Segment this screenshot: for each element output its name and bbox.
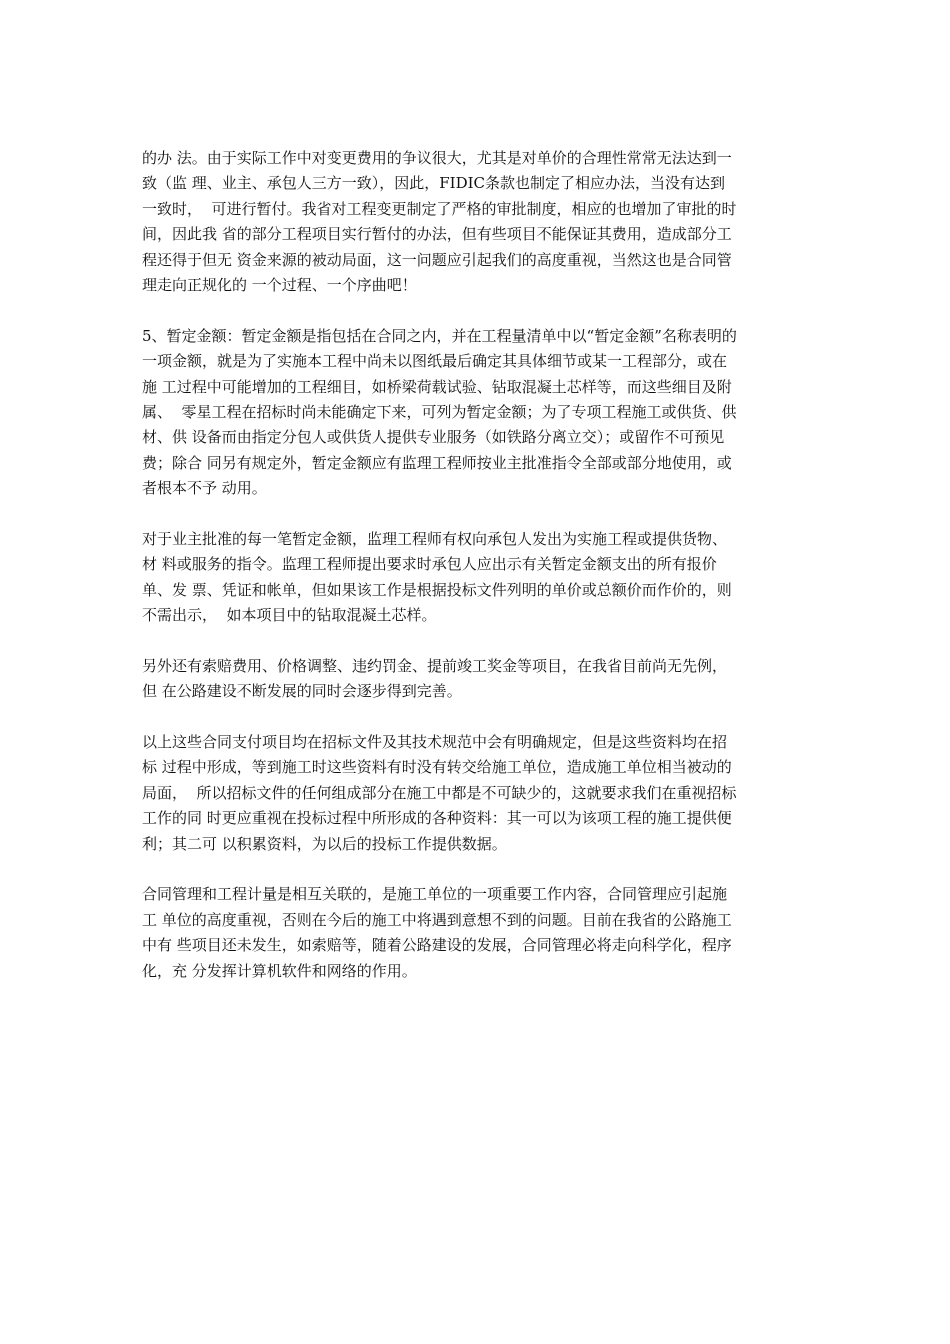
text-line: 理走向正规化的 一个过程、一个序曲吧！	[142, 275, 417, 294]
text-line: 工作的同 时更应重视在投标过程中所形成的各种资料：其一可以为该项工程的施工提供便	[142, 809, 732, 828]
text-line: 局面， 所以招标文件的任何组成部分在施工中都是不可缺少的，这就要求我们在重视招标	[142, 783, 737, 802]
text-line: 材、供 设备而由指定分包人或供货人提供专业服务（如铁路分离立交）；或留作不可预见	[142, 428, 725, 447]
paragraph-contract-management	[142, 882, 817, 984]
text-line: 致（监 理、业主、承包人三方一致），因此，FIDIC条款也制定了相应办法，当没有达到	[142, 174, 726, 193]
paragraph-provisional-sum	[142, 324, 817, 502]
text-line: 一致时， 可进行暂付。我省对工程变更制定了严格的审批制度，相应的也增加了审批的时	[142, 199, 737, 218]
paragraph-tender-documents	[142, 730, 817, 857]
text-line: 对于业主批准的每一笔暂定金额，监理工程师有权向承包人发出为实施工程或提供货物、	[142, 529, 728, 548]
text-line: 施 工过程中可能增加的工程细目，如桥梁荷载试验、钻取混凝土芯样等，而这些细目及附	[142, 377, 732, 396]
paragraph-other-items	[142, 654, 817, 705]
text-line: 化，充 分发挥计算机软件和网络的作用。	[142, 961, 417, 980]
text-line: 的办 法。由于实际工作中对变更费用的争议很大，尤其是对单价的合理性常常无法达到一	[142, 149, 732, 167]
text-line: 5、暂定金额：暂定金额是指包括在合同之内，并在工程量清单中以“暂定金额”名称表明的	[142, 326, 737, 345]
text-line: 合同管理和工程计量是相互关联的，是施工单位的一项重要工作内容，合同管理应引起施	[142, 885, 728, 904]
text-line: 间，因此我 省的部分工程项目实行暂付的办法，但有些项目不能保证其费用，造成部分工	[142, 225, 732, 244]
text-line: 属、 零星工程在招标时尚未能确定下来，可列为暂定金额；为了专项工程施工或供货、供	[142, 402, 737, 421]
text-line: 另外还有索赔费用、价格调整、违约罚金、提前竣工奖金等项目，在我省目前尚无先例，	[142, 656, 728, 675]
text-line: 以上这些合同支付项目均在招标文件及其技术规范中会有明确规定，但是这些资料均在招	[142, 732, 728, 751]
text-line: 一项金额，就是为了实施本工程中尚未以图纸最后确定其具体细节或某一工程部分，或在	[142, 352, 728, 371]
text-line: 利；其二可 以积累资料，为以后的投标工作提供数据。	[142, 834, 507, 853]
text-line: 者根本不予 动用。	[142, 479, 267, 498]
text-line: 不需出示， 如本项目中的钻取混凝土芯样。	[142, 606, 437, 625]
document-body	[142, 146, 817, 1009]
text-line: 工 单位的高度重视，否则在今后的施工中将遇到意想不到的问题。目前在我省的公路施工	[142, 910, 732, 929]
text-line: 标 过程中形成，等到施工时这些资料有时没有转交给施工单位，造成施工单位相当被动的	[142, 758, 732, 777]
text-line: 但 在公路建设不断发展的同时会逐步得到完善。	[142, 682, 462, 701]
paragraph-variation-payment	[142, 146, 817, 298]
text-line: 程还得于但无 资金来源的被动局面，这一问题应引起我们的高度重视，当然这也是合同管	[142, 250, 732, 269]
paragraph-approval-instructions	[142, 527, 817, 629]
text-line: 费；除合 同另有规定外，暂定金额应有监理工程师按业主批准指令全部或部分地使用，或	[142, 453, 732, 472]
text-line: 单、发 票、凭证和帐单，但如果该工作是根据投标文件列明的单价或总额价而作价的，则	[142, 580, 732, 599]
text-line: 中有 些项目还未发生，如索赔等，随着公路建设的发展，合同管理必将走向科学化，程序	[142, 936, 732, 955]
text-line: 材 料或服务的指令。监理工程师提出要求时承包人应出示有关暂定金额支出的所有报价	[142, 555, 717, 574]
